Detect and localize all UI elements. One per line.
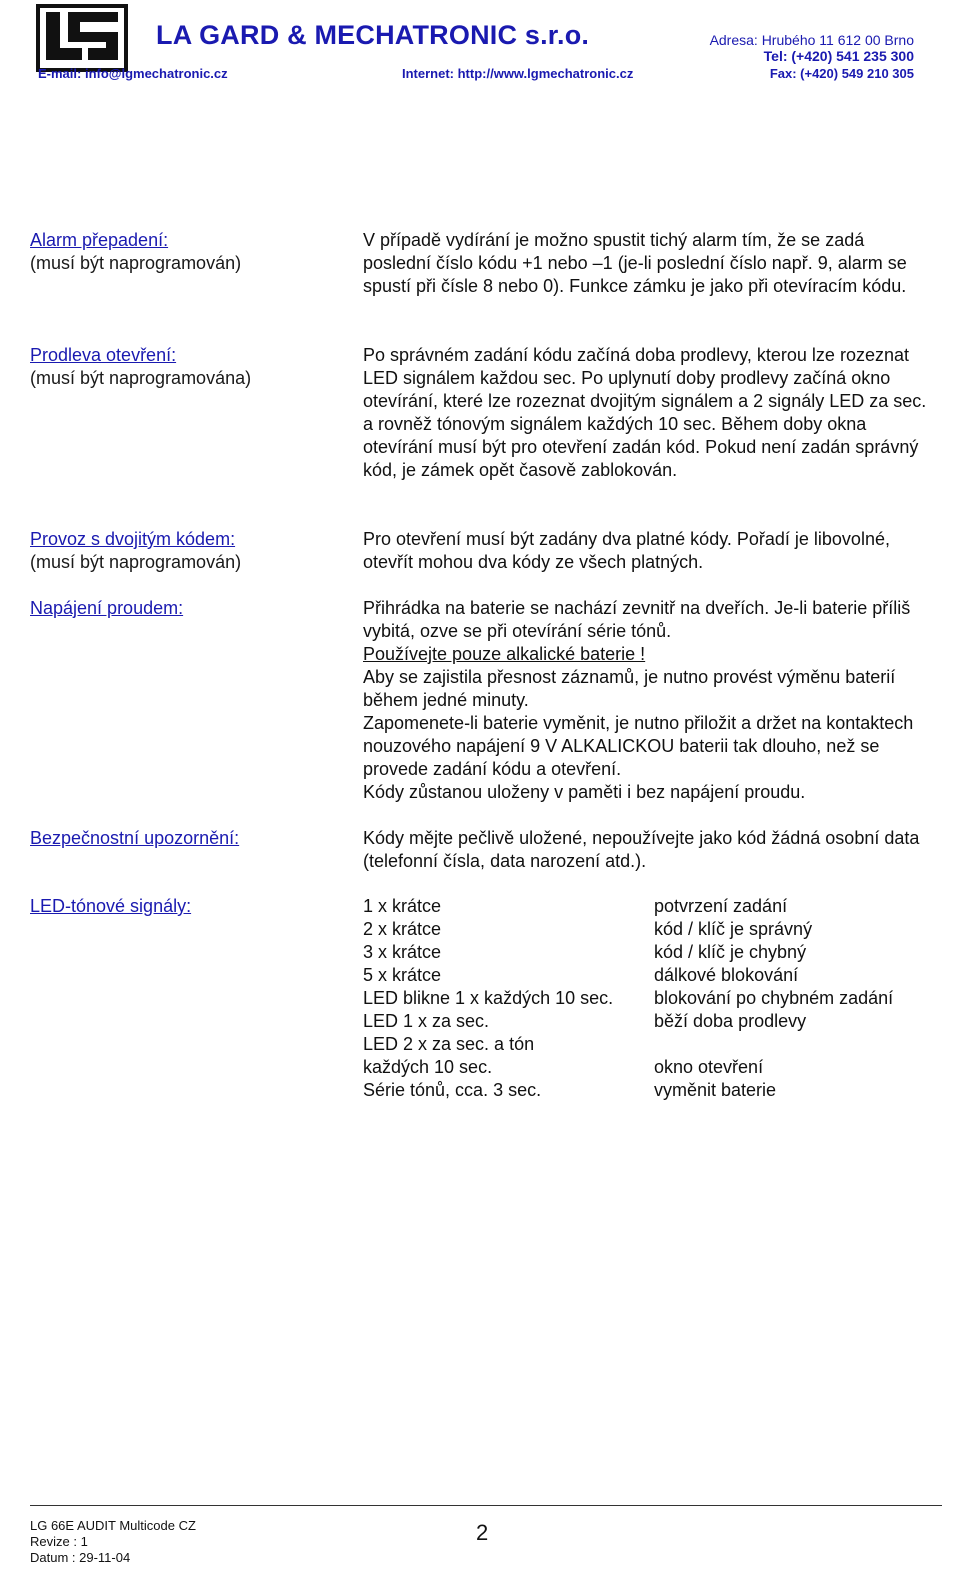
signal-cell: 2 x krátce [363, 919, 442, 939]
company-email: E-mail: info@lgmechatronic.cz [38, 66, 228, 81]
meaning-cell: kód / klíč je správný [654, 919, 813, 939]
meaning-cell: běží doba prodlevy [654, 1011, 807, 1031]
table-row [363, 1079, 893, 1102]
section-text-security [363, 827, 933, 873]
table-row [363, 941, 893, 964]
table-row [363, 987, 893, 1010]
meaning-cell: dálkové blokování [654, 965, 799, 985]
section-heading: Alarm přepadení: [30, 230, 169, 250]
section-label-security [30, 827, 350, 850]
table-row [363, 964, 893, 987]
company-name: LA GARD & MECHATRONIC s.r.o. [156, 20, 590, 50]
led-signals-heading: LED-tónové signály: [30, 896, 192, 916]
paragraph: Kódy zůstanou uloženy v paměti i bez napájení proudu. [363, 782, 806, 802]
signal-cell: LED 1 x za sec. [363, 1011, 490, 1031]
footer-info [30, 1518, 196, 1566]
section-note: (musí být naprogramován) [30, 552, 242, 572]
company-logo [36, 4, 128, 72]
alkaline-warning: Používejte pouze alkalické baterie ! [363, 644, 646, 664]
section-heading: Napájení proudem: [30, 598, 184, 618]
company-website: Internet: http://www.lgmechatronic.cz [402, 66, 634, 81]
paragraph: Pro otevření musí být zadány dva platné kódy. Pořadí je libovolné, otevřít mohou dva kódy ze všech platných. [363, 529, 890, 572]
footer-divider [30, 1505, 942, 1506]
section-label-delay [30, 344, 350, 390]
meaning-cell: kód / klíč je chybný [654, 942, 807, 962]
table-row [363, 895, 893, 918]
signal-cell: Série tónů, cca. 3 sec. [363, 1080, 542, 1100]
company-phone: Tel: (+420) 541 235 300 [763, 48, 914, 64]
signal-cell: 5 x krátce [363, 965, 442, 985]
section-text-dual-code [363, 528, 933, 574]
paragraph: Po správném zadání kódu začíná doba prodlevy, kterou lze rozeznat LED signálem každou sec. Po uplynutí doby prodlevy začíná okno otevírání, které lze rozeznat dvojitým signálem a 2 signály LED za sec. a rovněž tónovým signálem každých 10 sec. Během doby okna otevírání musí být pro otevření zadán kód. Pokud není zadán správný kód, je zámek opět časově zablokován. [363, 345, 927, 480]
table-row [363, 1033, 893, 1056]
section-heading: Prodleva otevření: [30, 345, 177, 365]
signal-cell: 1 x krátce [363, 896, 442, 916]
company-address: Adresa: Hrubého 11 612 00 Brno [709, 32, 914, 48]
paragraph: Aby se zajistila přesnost záznamů, je nutno provést výměnu baterií během jedné minuty. [363, 667, 896, 710]
paragraph: Kódy mějte pečlivě uložené, nepoužívejte jako kód žádná osobní data (telefonní čísla, data narození atd.). [363, 828, 920, 871]
table-row [363, 1010, 893, 1033]
company-fax: Fax: (+420) 549 210 305 [769, 66, 914, 81]
section-heading: Provoz s dvojitým kódem: [30, 529, 236, 549]
signal-cell: LED blikne 1 x každých 10 sec. [363, 988, 614, 1008]
signal-cell: 3 x krátce [363, 942, 442, 962]
table-row [363, 1056, 893, 1079]
signal-cell: každých 10 sec. [363, 1057, 493, 1077]
company-address-block [710, 32, 914, 64]
lg-logo-icon [36, 4, 128, 72]
section-heading: Bezpečnostní upozornění: [30, 828, 240, 848]
paragraph: Přihrádka na baterie se nachází zevnitř na dveřích. Je-li baterie příliš vybitá, ozve se při otevírání série tónů. [363, 598, 911, 641]
section-label-dual-code [30, 528, 350, 574]
page-number: 2 [476, 1520, 489, 1545]
document-date: Datum : 29-11-04 [30, 1550, 131, 1565]
section-text-alarm [363, 229, 933, 298]
section-text-delay [363, 344, 933, 482]
revision: Revize : 1 [30, 1534, 88, 1549]
section-note: (musí být naprogramována) [30, 368, 252, 388]
meaning-cell: blokování po chybném zadání [654, 988, 894, 1008]
section-note: (musí být naprogramován) [30, 253, 242, 273]
meaning-cell: vyměnit baterie [654, 1080, 777, 1100]
section-text-power [363, 597, 933, 804]
table-row [363, 918, 893, 941]
led-signals-table [363, 895, 893, 1102]
paragraph: Zapomenete-li baterie vyměnit, je nutno přiložit a držet na kontaktech nouzového napájení 9 V ALKALICKOU baterii tak dlouho, než se provede zadání kódu a otevření. [363, 713, 914, 779]
signal-cell: LED 2 x za sec. a tón [363, 1034, 535, 1054]
paragraph: V případě vydírání je možno spustit tichý alarm tím, že se zadá poslední číslo kódu +1 nebo –1 (je-li poslední číslo např. 9, alarm se spustí při čísle 8 nebo 0). Funkce zámku je jako při otevíracím kódu. [363, 230, 907, 296]
section-label-alarm [30, 229, 350, 275]
document-name: LG 66E AUDIT Multicode CZ [30, 1518, 196, 1533]
section-label-power [30, 597, 350, 620]
header-contact-row [38, 66, 914, 82]
meaning-cell: okno otevření [654, 1057, 764, 1077]
meaning-cell: potvrzení zadání [654, 896, 788, 916]
